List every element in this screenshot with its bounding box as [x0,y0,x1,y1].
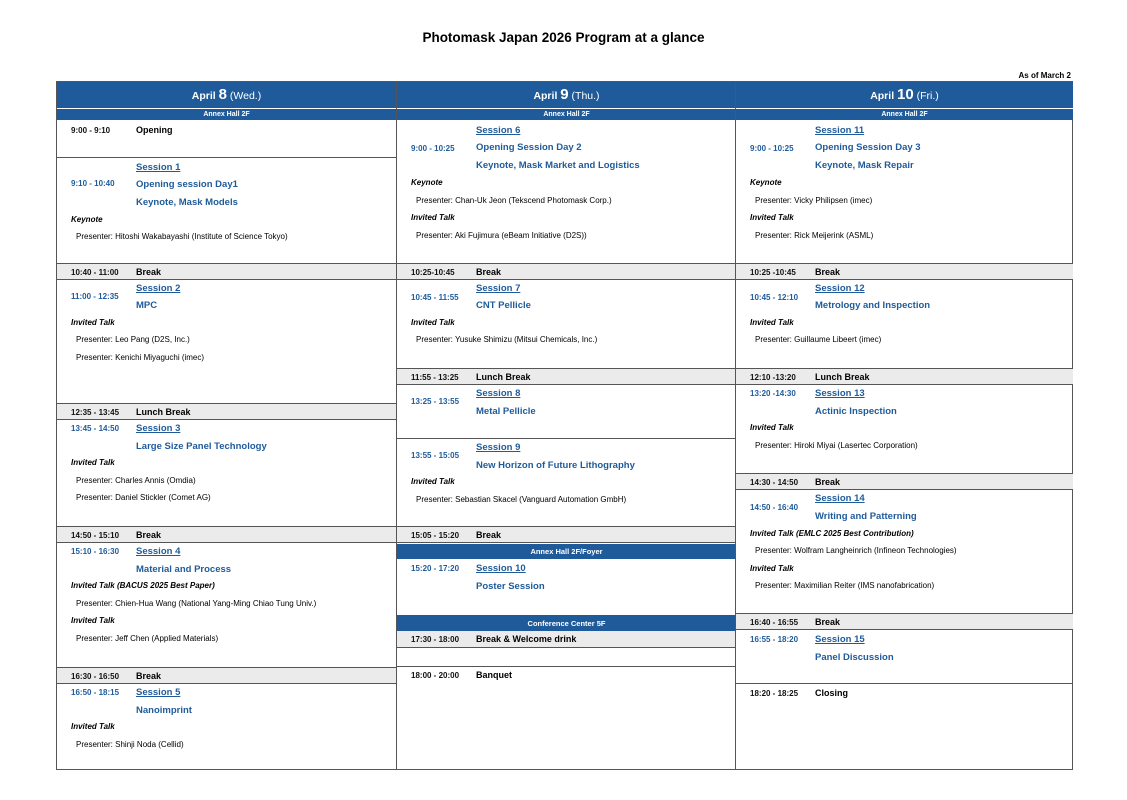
day-header-apr-9: April 9 (Thu.) [397,82,736,108]
break-row: 14:30 - 14:50 Break [736,473,1073,490]
day-column-apr-8 [57,82,396,769]
session-3-link[interactable]: Session 3 [136,423,181,434]
hall-label: Annex Hall 2F [736,108,1073,120]
as-of-date: As of March 2 [1018,71,1071,80]
lunch-break-row: 11:55 - 13:25 Lunch Break [397,368,736,385]
session-9-link[interactable]: Session 9 [476,442,521,453]
session-1-link[interactable]: Session 1 [136,162,181,173]
session-11-block: Session 11 9:00 - 10:25 Opening Session Day 3 Keynote, Mask Repair Keynote Presenter: Vicky Philipsen (imec) Invited Talk Presenter: Rick Meijerink (ASML) [750,125,921,240]
session-5-block: 16:50 - 18:15 Session 5 Nanoimprint Invited Talk Presenter: Shinji Noda (Cellid) [71,687,192,749]
session-4-link[interactable]: Session 4 [136,546,181,557]
day-column-apr-10 [735,82,1073,769]
session-6-block: Session 6 9:00 - 10:25 Opening Session Day 2 Keynote, Mask Market and Logistics Keynote Presenter: Chan-Uk Jeon (Tekscend Photomask Corp.) Invited Talk Presenter: Aki Fujimura (eBeam Initiative (D2S)) [411,125,640,240]
session-11-link[interactable]: Session 11 [815,125,865,136]
day-column-apr-9 [396,82,736,769]
day-header-apr-8: April 8 (Wed.) [57,82,396,108]
break-row: 16:40 - 16:55 Break [736,613,1073,630]
lunch-break-row: 12:35 - 13:45 Lunch Break [57,403,396,420]
hall-label-foyer: Annex Hall 2F/Foyer [397,543,736,559]
session-13-block: 13:20 -14:30 Session 13 Actinic Inspection Invited Talk Presenter: Hiroki Miyai (Lasertec Corporation) [750,388,918,450]
session-12-link[interactable]: Session 12 [815,283,865,294]
day-header-apr-10: April 10 (Fri.) [736,82,1073,108]
session-2-link[interactable]: Session 2 [136,283,181,294]
break-row: 16:30 - 16:50 Break [57,667,396,684]
session-12-block: Session 12 10:45 - 12:10 Metrology and Inspection Invited Talk Presenter: Guillaume Libeert (imec) [750,283,931,344]
opening-block: 9:00 - 9:10 Opening [71,125,173,135]
welcome-drink-row: 17:30 - 18:00 Break & Welcome drink [397,631,736,648]
session-14-block: Session 14 14:50 - 16:40 Writing and Patterning Invited Talk (EMLC 2025 Best Contribution) Presenter: Wolfram Langheinrich (Infineon Technologies) Invited Talk Presenter: Maximilian Reiter (IMS nanofabrication) [750,493,957,590]
session-6-link[interactable]: Session 6 [476,125,521,136]
hall-label: Annex Hall 2F [57,108,396,120]
session-7-link[interactable]: Session 7 [476,283,521,294]
lunch-break-row: 12:10 -13:20 Lunch Break [736,368,1073,385]
break-row: 14:50 - 15:10 Break [57,526,396,543]
session-3-block: 13:45 - 14:50 Session 3 Large Size Panel Technology Invited Talk Presenter: Charles Annis (Omdia) Presenter: Daniel Stickler (Comet AG) [71,423,267,502]
closing-block: 18:20 - 18:25 Closing [736,683,1073,769]
break-row: 10:40 - 11:00 Break [57,263,396,280]
hall-label: Annex Hall 2F [397,108,736,120]
session-7-block: Session 7 10:45 - 11:55 CNT Pellicle Invited Talk Presenter: Yusuke Shimizu (Mitsui Chemicals, Inc.) [411,283,598,344]
session-9-block: Session 9 13:55 - 15:05 New Horizon of Future Lithography Invited Talk Presenter: Sebastian Skacel (Vanguard Automation GmbH) [397,438,736,526]
program-table [56,81,1073,770]
session-5-link[interactable]: Session 5 [136,687,181,698]
session-8-block: Session 8 13:25 - 13:55 Metal Pellicle [411,388,536,417]
session-1-block: Session 1 9:10 - 10:40 Opening session Day1 Keynote, Mask Models Keynote Presenter: Hitoshi Wakabayashi (Institute of Science Tokyo) [57,157,396,263]
session-10-block: 15:20 - 17:20 Session 10 Poster Session [411,563,545,592]
session-2-block: Session 2 11:00 - 12:35 MPC Invited Talk Presenter: Leo Pang (D2S, Inc.) Presenter: Kenichi Miyaguchi (imec) [71,283,205,362]
session-15-block: 16:55 - 18:20 Session 15 Panel Discussion [750,634,894,663]
banquet-block: 18:00 - 20:00 Banquet [397,666,736,769]
session-4-block: 15:10 - 16:30 Session 4 Material and Process Invited Talk (BACUS 2025 Best Paper) Presenter: Chien-Hua Wang (National Yang-Ming Chiao Tung Univ.) Invited Talk Presenter: Jeff Chen (Applied Materials) [71,546,317,643]
session-10-link[interactable]: Session 10 [476,563,526,574]
session-15-link[interactable]: Session 15 [815,634,865,645]
hall-label-conference-center: Conference Center 5F [397,614,736,631]
break-row: 15:05 - 15:20 Break [397,526,736,543]
session-13-link[interactable]: Session 13 [815,388,865,399]
break-row: 10:25-10:45 Break [397,263,736,280]
session-8-link[interactable]: Session 8 [476,388,521,399]
session-14-link[interactable]: Session 14 [815,493,865,504]
break-row: 10:25 -10:45 Break [736,263,1073,280]
page-title: Photomask Japan 2026 Program at a glance [422,30,705,45]
